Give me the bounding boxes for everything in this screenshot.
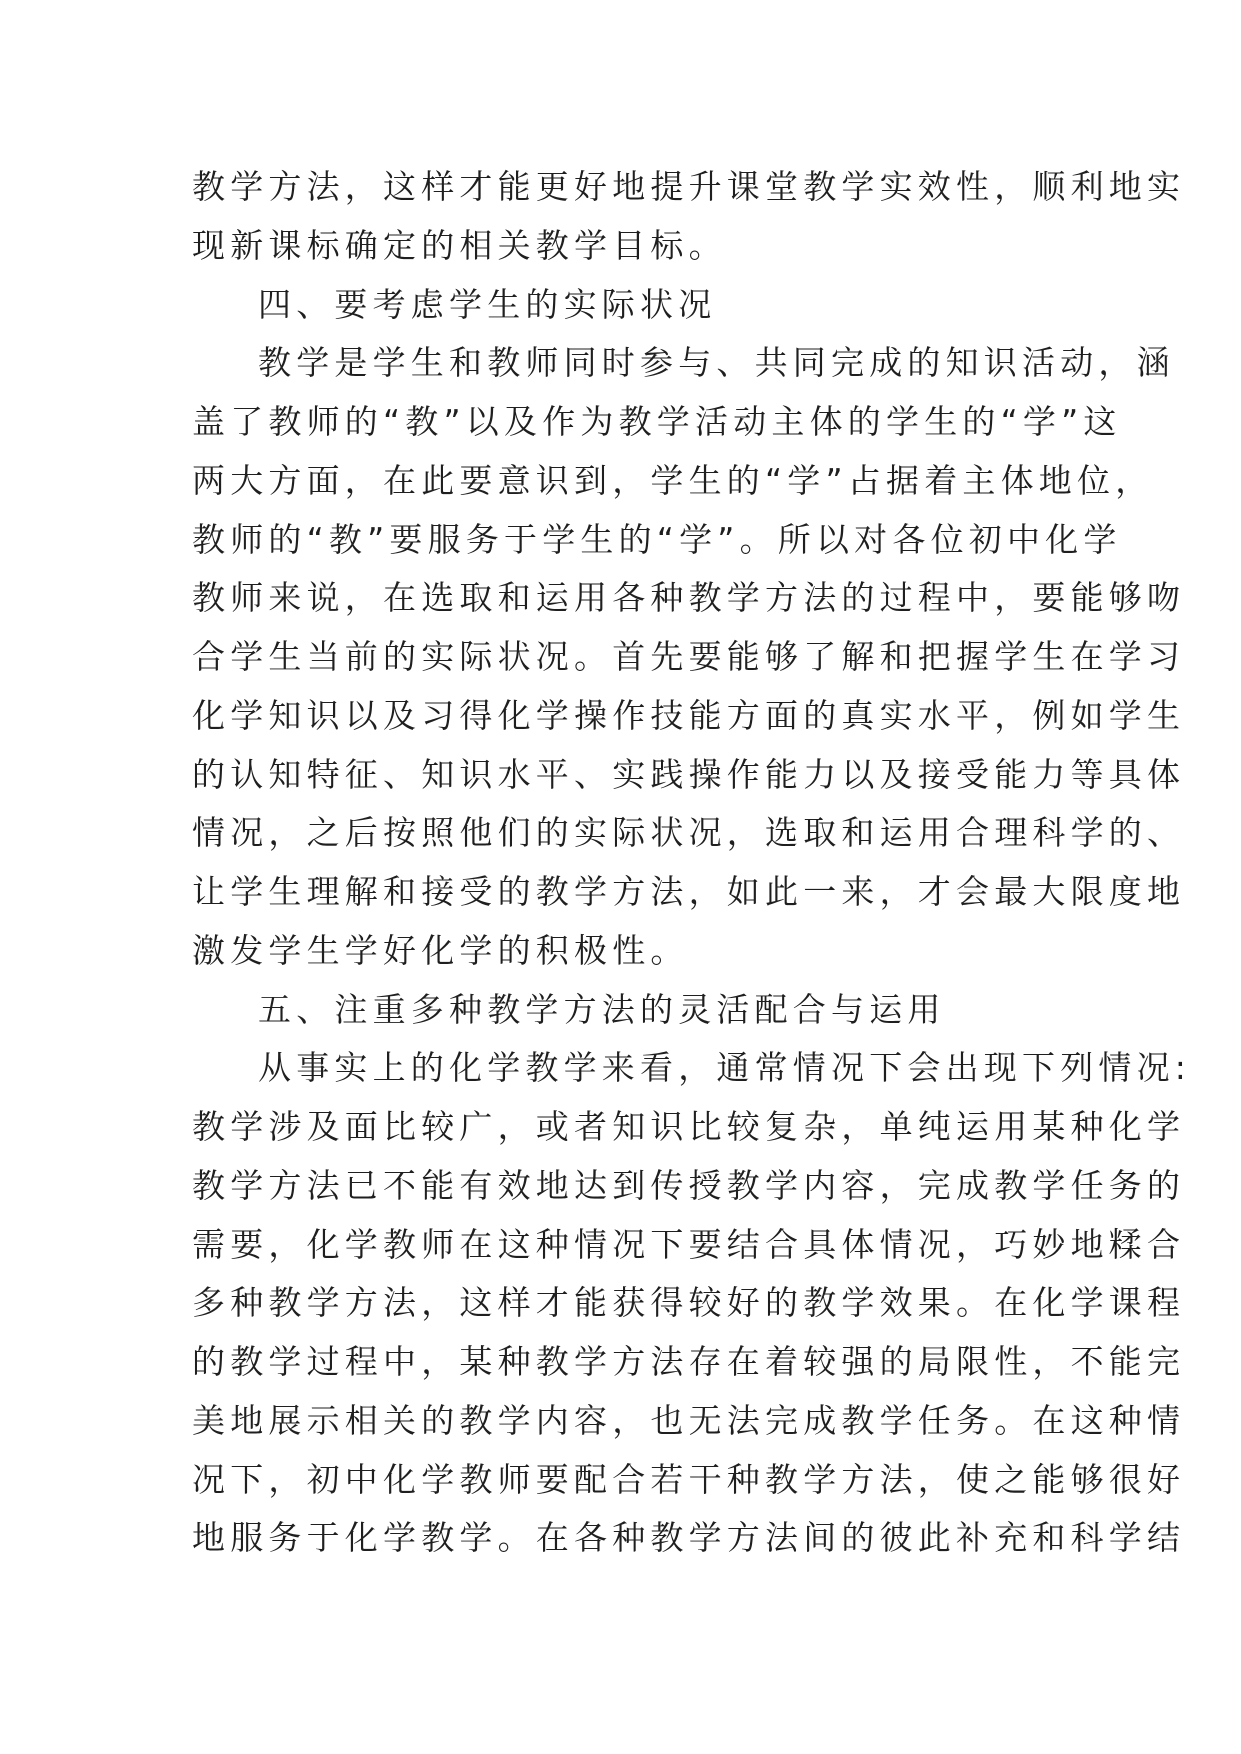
text-line: 从事实上的化学教学来看，通常情况下会出现下列情况: [258,1048,1192,1088]
text-line: 两大方面，在此要意识到，学生的“学”占据着主体地位， [192,460,1154,500]
document-body [192,158,1192,1568]
text-line: 教师来说，在选取和运用各种教学方法的过程中，要能够吻 [192,578,1186,618]
section-heading: 四、要考虑学生的实际状况 [258,284,717,324]
text-line: 盖了教师的“教”以及作为教学活动主体的学生的“学”这 [192,402,1122,441]
text-line: 教学是学生和教师同时参与、共同完成的知识活动，涵 [258,343,1175,383]
text-line: 让学生理解和接受的教学方法，如此一来，才会最大限度地 [192,872,1186,911]
text-line: 的认知特征、知识水平、实践操作能力以及接受能力等具体 [192,754,1186,794]
text-line: 需要，化学教师在这种情况下要结合具体情况，巧妙地糅合 [192,1224,1186,1264]
text-line: 教师的“教”要服务于学生的“学”。所以对各位初中化学 [192,519,1122,559]
text-line: 合学生当前的实际状况。首先要能够了解和把握学生在学习 [192,637,1186,676]
text-line: 地服务于化学教学。在各种教学方法间的彼此补充和科学结 [192,1518,1186,1558]
text-line: 激发学生学好化学的积极性。 [192,930,689,970]
section-heading: 五、注重多种教学方法的灵活配合与运用 [258,989,946,1029]
text-line: 况下，初中化学教师要配合若干种教学方法，使之能够很好 [192,1459,1186,1499]
text-line: 多种教学方法，这样才能获得较好的教学效果。在化学课程 [192,1283,1186,1323]
text-line: 的教学过程中，某种教学方法存在着较强的局限性，不能完 [192,1342,1186,1381]
text-line: 情况，之后按照他们的实际状况，选取和运用合理科学的、 [192,813,1186,853]
text-line: 教学方法已不能有效地达到传授教学内容，完成教学任务的 [192,1165,1186,1205]
text-line: 现新课标确定的相关教学目标。 [192,225,727,265]
text-line: 教学涉及面比较广，或者知识比较复杂，单纯运用某种化学 [192,1107,1186,1146]
text-line: 教学方法，这样才能更好地提升课堂教学实效性，顺利地实 [192,167,1186,206]
text-line: 化学知识以及习得化学操作技能方面的真实水平，例如学生 [192,695,1186,735]
text-line: 美地展示相关的教学内容，也无法完成教学任务。在这种情 [192,1400,1186,1440]
